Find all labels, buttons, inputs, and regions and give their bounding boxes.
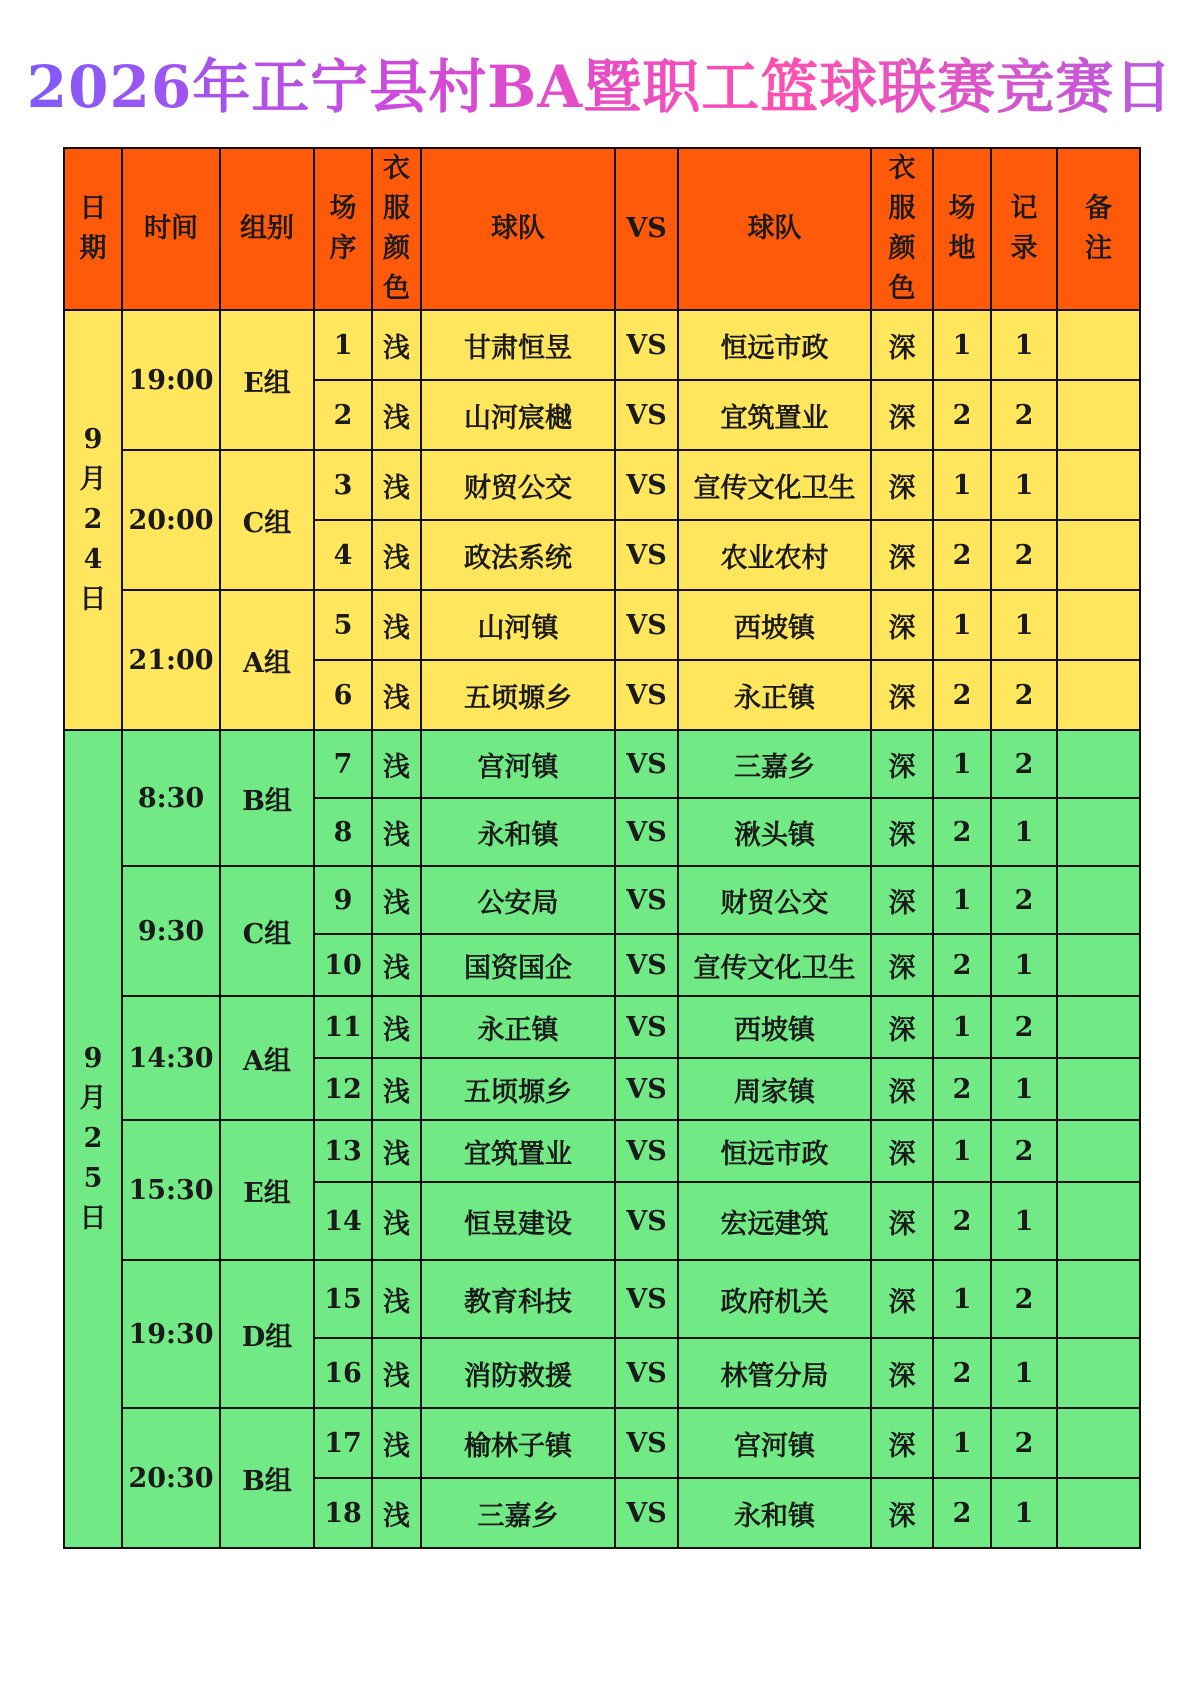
page-title: 2026年正宁县村BA暨职工篮球联赛竞赛日 xyxy=(0,42,1200,132)
color-b-cell: 深 xyxy=(871,798,933,866)
header-color-b: 衣服颜色 xyxy=(871,148,933,310)
team-b-cell: 宏远建筑 xyxy=(678,1182,871,1260)
remark-cell xyxy=(1057,380,1140,450)
table-row xyxy=(64,996,1140,1058)
team-a-cell: 公安局 xyxy=(421,866,615,934)
court-cell: 1 xyxy=(933,1260,991,1338)
team-a-cell: 山河宸樾 xyxy=(421,380,615,450)
group-cell: E组 xyxy=(220,1120,314,1260)
team-a-cell: 甘肃恒昱 xyxy=(421,310,615,380)
table-row xyxy=(64,866,1140,934)
table-row xyxy=(64,450,1140,520)
group-cell: A组 xyxy=(220,996,314,1120)
team-a-cell: 五顷塬乡 xyxy=(421,660,615,730)
vs-cell: VS xyxy=(615,450,678,520)
group-cell: B组 xyxy=(220,1408,314,1548)
team-b-cell: 永和镇 xyxy=(678,1478,871,1548)
time-cell: 14:30 xyxy=(122,996,220,1120)
remark-cell xyxy=(1057,1260,1140,1338)
remark-cell xyxy=(1057,1182,1140,1260)
record-cell: 2 xyxy=(991,660,1057,730)
header-record: 记录 xyxy=(991,148,1057,310)
court-cell: 1 xyxy=(933,1120,991,1182)
team-b-cell: 农业农村 xyxy=(678,520,871,590)
color-a-cell: 浅 xyxy=(372,660,421,730)
court-cell: 1 xyxy=(933,590,991,660)
seq-cell: 2 xyxy=(314,380,372,450)
team-b-cell: 三嘉乡 xyxy=(678,730,871,798)
record-cell: 2 xyxy=(991,996,1057,1058)
court-cell: 2 xyxy=(933,1058,991,1120)
vs-cell: VS xyxy=(615,866,678,934)
seq-cell: 1 xyxy=(314,310,372,380)
team-a-cell: 宜筑置业 xyxy=(421,1120,615,1182)
color-a-cell: 浅 xyxy=(372,1120,421,1182)
color-a-cell: 浅 xyxy=(372,1338,421,1408)
time-cell: 21:00 xyxy=(122,590,220,730)
table-row xyxy=(64,1408,1140,1478)
record-cell: 1 xyxy=(991,1058,1057,1120)
record-cell: 2 xyxy=(991,1120,1057,1182)
time-cell: 8:30 xyxy=(122,730,220,866)
vs-cell: VS xyxy=(615,660,678,730)
team-a-cell: 财贸公交 xyxy=(421,450,615,520)
table-row xyxy=(64,1120,1140,1182)
color-a-cell: 浅 xyxy=(372,934,421,996)
date-cell: 9月24日 xyxy=(64,310,122,730)
court-cell: 1 xyxy=(933,730,991,798)
seq-cell: 5 xyxy=(314,590,372,660)
court-cell: 2 xyxy=(933,660,991,730)
vs-cell: VS xyxy=(615,1478,678,1548)
vs-cell: VS xyxy=(615,520,678,590)
seq-cell: 15 xyxy=(314,1260,372,1338)
color-a-cell: 浅 xyxy=(372,866,421,934)
color-a-cell: 浅 xyxy=(372,1478,421,1548)
team-a-cell: 永正镇 xyxy=(421,996,615,1058)
team-b-cell: 宣传文化卫生 xyxy=(678,934,871,996)
seq-cell: 10 xyxy=(314,934,372,996)
header-team-b: 球队 xyxy=(678,148,871,310)
color-b-cell: 深 xyxy=(871,1182,933,1260)
remark-cell xyxy=(1057,520,1140,590)
color-b-cell: 深 xyxy=(871,866,933,934)
remark-cell xyxy=(1057,866,1140,934)
color-a-cell: 浅 xyxy=(372,450,421,520)
header-vs: VS xyxy=(615,148,678,310)
record-cell: 1 xyxy=(991,798,1057,866)
remark-cell xyxy=(1057,1408,1140,1478)
header-court: 场地 xyxy=(933,148,991,310)
team-b-cell: 宜筑置业 xyxy=(678,380,871,450)
seq-cell: 12 xyxy=(314,1058,372,1120)
header-row xyxy=(64,148,1140,310)
group-cell: C组 xyxy=(220,866,314,996)
remark-cell xyxy=(1057,934,1140,996)
vs-cell: VS xyxy=(615,1058,678,1120)
seq-cell: 3 xyxy=(314,450,372,520)
team-a-cell: 三嘉乡 xyxy=(421,1478,615,1548)
team-a-cell: 永和镇 xyxy=(421,798,615,866)
record-cell: 1 xyxy=(991,934,1057,996)
court-cell: 2 xyxy=(933,798,991,866)
table-row xyxy=(64,310,1140,380)
record-cell: 1 xyxy=(991,450,1057,520)
record-cell: 2 xyxy=(991,866,1057,934)
team-b-cell: 宫河镇 xyxy=(678,1408,871,1478)
header-date: 日期 xyxy=(64,148,122,310)
color-a-cell: 浅 xyxy=(372,590,421,660)
color-b-cell: 深 xyxy=(871,1120,933,1182)
team-a-cell: 教育科技 xyxy=(421,1260,615,1338)
time-cell: 19:30 xyxy=(122,1260,220,1408)
court-cell: 2 xyxy=(933,1478,991,1548)
court-cell: 2 xyxy=(933,1338,991,1408)
group-cell: E组 xyxy=(220,310,314,450)
team-b-cell: 财贸公交 xyxy=(678,866,871,934)
remark-cell xyxy=(1057,450,1140,520)
court-cell: 2 xyxy=(933,934,991,996)
color-b-cell: 深 xyxy=(871,1408,933,1478)
team-b-cell: 政府机关 xyxy=(678,1260,871,1338)
vs-cell: VS xyxy=(615,798,678,866)
remark-cell xyxy=(1057,730,1140,798)
color-b-cell: 深 xyxy=(871,310,933,380)
vs-cell: VS xyxy=(615,1182,678,1260)
vs-cell: VS xyxy=(615,730,678,798)
seq-cell: 14 xyxy=(314,1182,372,1260)
court-cell: 2 xyxy=(933,380,991,450)
vs-cell: VS xyxy=(615,380,678,450)
color-a-cell: 浅 xyxy=(372,520,421,590)
vs-cell: VS xyxy=(615,1260,678,1338)
color-b-cell: 深 xyxy=(871,1478,933,1548)
record-cell: 2 xyxy=(991,380,1057,450)
time-cell: 15:30 xyxy=(122,1120,220,1260)
group-cell: A组 xyxy=(220,590,314,730)
record-cell: 2 xyxy=(991,520,1057,590)
color-a-cell: 浅 xyxy=(372,1058,421,1120)
record-cell: 1 xyxy=(991,1338,1057,1408)
team-b-cell: 西坡镇 xyxy=(678,590,871,660)
color-a-cell: 浅 xyxy=(372,996,421,1058)
seq-cell: 9 xyxy=(314,866,372,934)
header-team-a: 球队 xyxy=(421,148,615,310)
table-row xyxy=(64,1260,1140,1338)
schedule-table xyxy=(63,147,1141,1549)
time-cell: 9:30 xyxy=(122,866,220,996)
record-cell: 1 xyxy=(991,1478,1057,1548)
group-cell: C组 xyxy=(220,450,314,590)
seq-cell: 16 xyxy=(314,1338,372,1408)
team-b-cell: 周家镇 xyxy=(678,1058,871,1120)
seq-cell: 7 xyxy=(314,730,372,798)
seq-cell: 13 xyxy=(314,1120,372,1182)
color-b-cell: 深 xyxy=(871,1058,933,1120)
team-b-cell: 林管分局 xyxy=(678,1338,871,1408)
court-cell: 1 xyxy=(933,450,991,520)
team-b-cell: 永正镇 xyxy=(678,660,871,730)
team-b-cell: 宣传文化卫生 xyxy=(678,450,871,520)
color-b-cell: 深 xyxy=(871,450,933,520)
vs-cell: VS xyxy=(615,1408,678,1478)
color-b-cell: 深 xyxy=(871,1338,933,1408)
record-cell: 1 xyxy=(991,590,1057,660)
color-b-cell: 深 xyxy=(871,934,933,996)
team-a-cell: 国资国企 xyxy=(421,934,615,996)
team-b-cell: 恒远市政 xyxy=(678,310,871,380)
color-b-cell: 深 xyxy=(871,520,933,590)
record-cell: 1 xyxy=(991,1182,1057,1260)
team-a-cell: 山河镇 xyxy=(421,590,615,660)
color-a-cell: 浅 xyxy=(372,1408,421,1478)
schedule-body xyxy=(64,310,1140,1548)
color-b-cell: 深 xyxy=(871,380,933,450)
color-b-cell: 深 xyxy=(871,590,933,660)
header-color-a: 衣服颜色 xyxy=(372,148,421,310)
vs-cell: VS xyxy=(615,1120,678,1182)
group-cell: B组 xyxy=(220,730,314,866)
remark-cell xyxy=(1057,1478,1140,1548)
group-cell: D组 xyxy=(220,1260,314,1408)
remark-cell xyxy=(1057,798,1140,866)
team-b-cell: 西坡镇 xyxy=(678,996,871,1058)
remark-cell xyxy=(1057,660,1140,730)
seq-cell: 18 xyxy=(314,1478,372,1548)
seq-cell: 11 xyxy=(314,996,372,1058)
header-seq: 场序 xyxy=(314,148,372,310)
remark-cell xyxy=(1057,310,1140,380)
seq-cell: 6 xyxy=(314,660,372,730)
court-cell: 1 xyxy=(933,996,991,1058)
date-cell: 9月25日 xyxy=(64,730,122,1548)
court-cell: 1 xyxy=(933,1408,991,1478)
color-b-cell: 深 xyxy=(871,996,933,1058)
time-cell: 20:30 xyxy=(122,1408,220,1548)
court-cell: 1 xyxy=(933,310,991,380)
seq-cell: 17 xyxy=(314,1408,372,1478)
team-a-cell: 消防救援 xyxy=(421,1338,615,1408)
header-remark: 备注 xyxy=(1057,148,1140,310)
vs-cell: VS xyxy=(615,996,678,1058)
color-a-cell: 浅 xyxy=(372,1182,421,1260)
vs-cell: VS xyxy=(615,1338,678,1408)
record-cell: 2 xyxy=(991,1408,1057,1478)
color-b-cell: 深 xyxy=(871,730,933,798)
remark-cell xyxy=(1057,1058,1140,1120)
court-cell: 1 xyxy=(933,866,991,934)
record-cell: 2 xyxy=(991,730,1057,798)
record-cell: 2 xyxy=(991,1260,1057,1338)
remark-cell xyxy=(1057,1120,1140,1182)
vs-cell: VS xyxy=(615,934,678,996)
team-a-cell: 恒昱建设 xyxy=(421,1182,615,1260)
time-cell: 20:00 xyxy=(122,450,220,590)
table-row xyxy=(64,590,1140,660)
team-a-cell: 五顷塬乡 xyxy=(421,1058,615,1120)
time-cell: 19:00 xyxy=(122,310,220,450)
court-cell: 2 xyxy=(933,1182,991,1260)
header-time: 时间 xyxy=(122,148,220,310)
team-b-cell: 恒远市政 xyxy=(678,1120,871,1182)
team-a-cell: 政法系统 xyxy=(421,520,615,590)
color-b-cell: 深 xyxy=(871,1260,933,1338)
seq-cell: 8 xyxy=(314,798,372,866)
remark-cell xyxy=(1057,996,1140,1058)
remark-cell xyxy=(1057,1338,1140,1408)
color-a-cell: 浅 xyxy=(372,380,421,450)
team-b-cell: 湫头镇 xyxy=(678,798,871,866)
color-a-cell: 浅 xyxy=(372,310,421,380)
team-a-cell: 宫河镇 xyxy=(421,730,615,798)
vs-cell: VS xyxy=(615,310,678,380)
color-b-cell: 深 xyxy=(871,660,933,730)
court-cell: 2 xyxy=(933,520,991,590)
remark-cell xyxy=(1057,590,1140,660)
record-cell: 1 xyxy=(991,310,1057,380)
seq-cell: 4 xyxy=(314,520,372,590)
header-group: 组别 xyxy=(220,148,314,310)
color-a-cell: 浅 xyxy=(372,1260,421,1338)
table-row xyxy=(64,730,1140,798)
team-a-cell: 榆林子镇 xyxy=(421,1408,615,1478)
vs-cell: VS xyxy=(615,590,678,660)
color-a-cell: 浅 xyxy=(372,730,421,798)
color-a-cell: 浅 xyxy=(372,798,421,866)
